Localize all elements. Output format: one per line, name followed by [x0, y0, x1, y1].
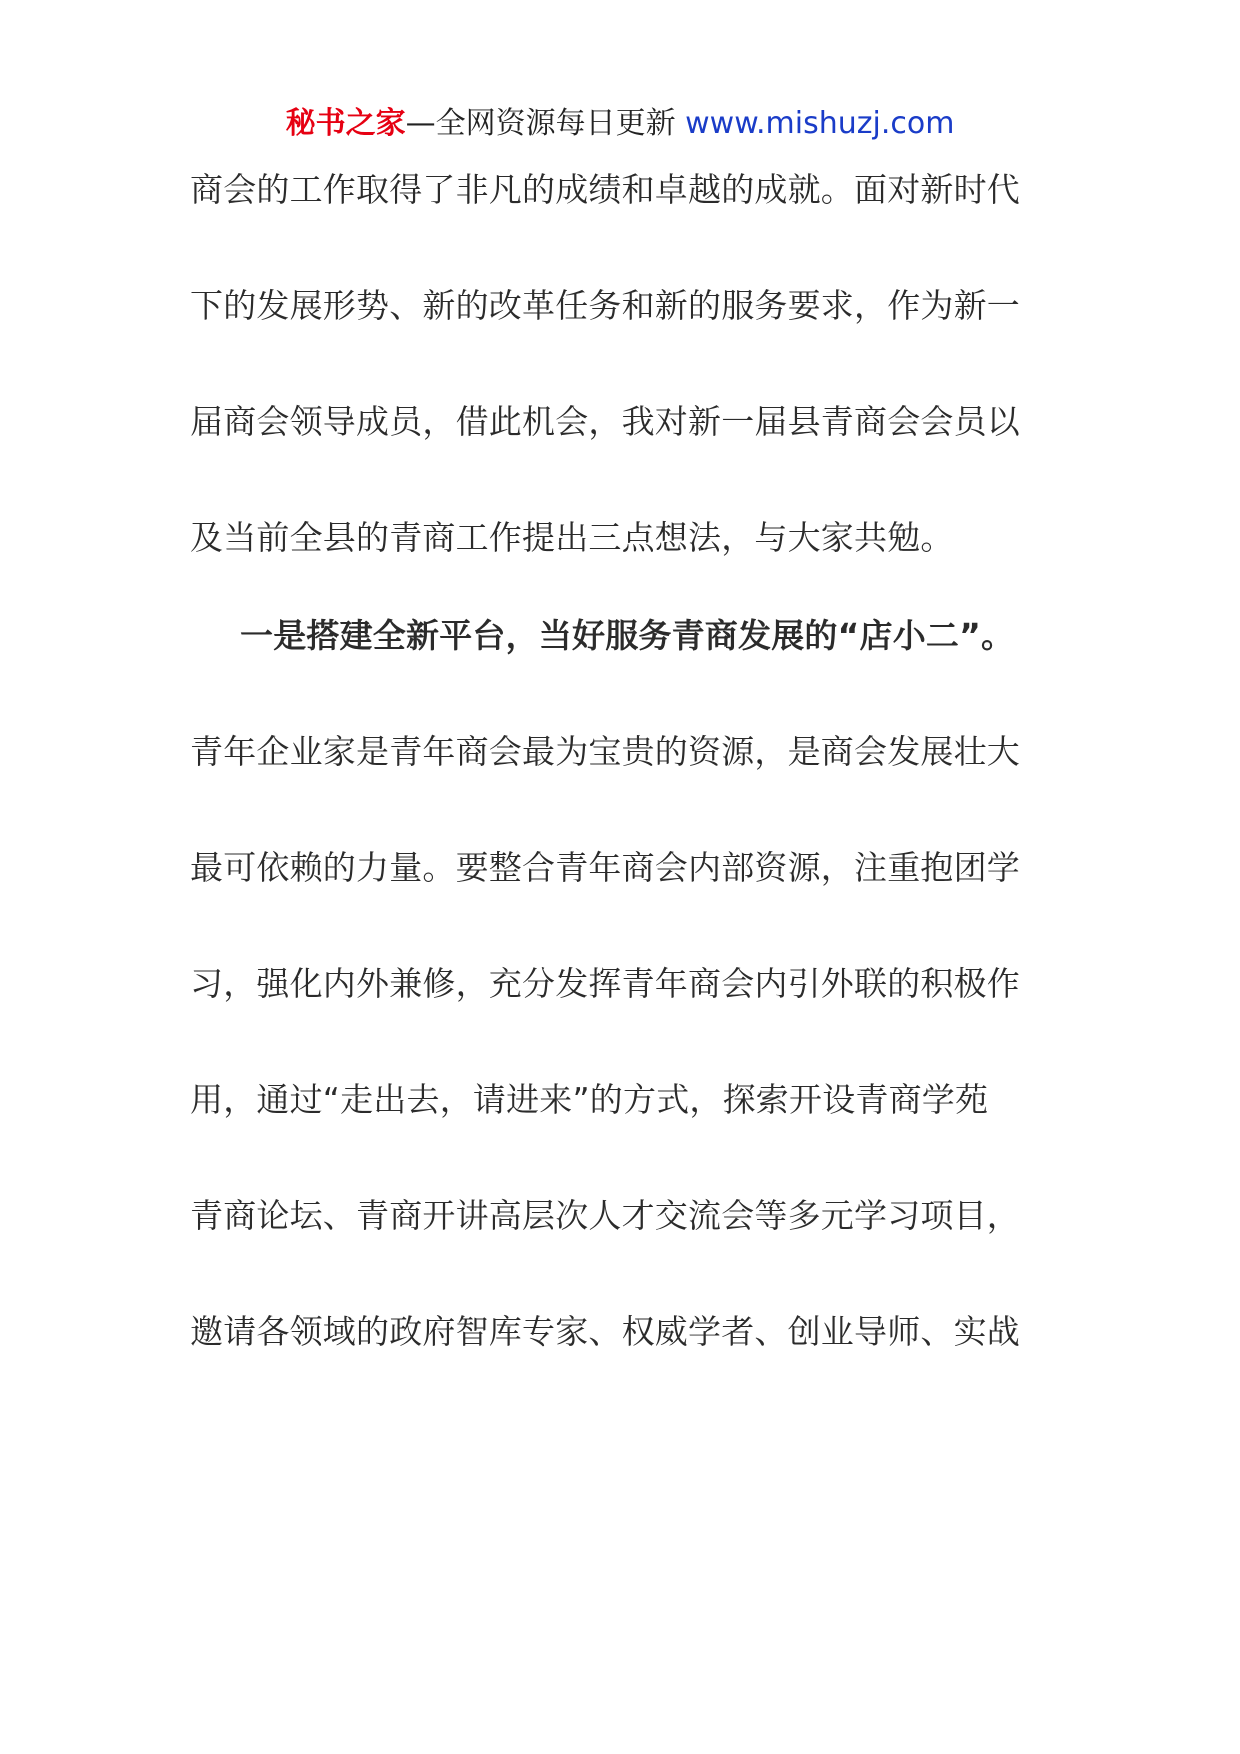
paragraph-line: 用，通过“走出去，请进来”的方式，探索开设青商学苑: [190, 1080, 989, 1119]
paragraph-line: 下的发展形势、新的改革任务和新的服务要求，作为新一: [190, 286, 1020, 325]
paragraph-line: 最可依赖的力量。要整合青年商会内部资源，注重抱团学: [190, 848, 1020, 887]
paragraph-line: 届商会领导成员，借此机会，我对新一届县青商会会员以: [190, 402, 1020, 441]
header-slogan: —全网资源每日更新: [405, 106, 676, 141]
site-header: [0, 104, 1240, 144]
site-url-link[interactable]: www.mishuzj.com: [685, 106, 955, 141]
paragraph-line: 青年企业家是青年商会最为宝贵的资源，是商会发展壮大: [190, 732, 1020, 771]
paragraph-line: 习，强化内外兼修，充分发挥青年商会内引外联的积极作: [190, 964, 1020, 1003]
brand-name: 秘书之家: [285, 106, 406, 141]
paragraph-line: 及当前全县的青商工作提出三点想法，与大家共勉。: [190, 518, 954, 557]
paragraph-line: 邀请各领域的政府智库专家、权威学者、创业导师、实战: [190, 1312, 1020, 1351]
paragraph-line: 青商论坛、青商开讲高层次人才交流会等多元学习项目，: [190, 1196, 1020, 1235]
paragraph-line: 商会的工作取得了非凡的成绩和卓越的成就。面对新时代: [190, 170, 1020, 209]
section-heading: 一是搭建全新平台，当好服务青商发展的“店小二”。: [240, 616, 1015, 655]
